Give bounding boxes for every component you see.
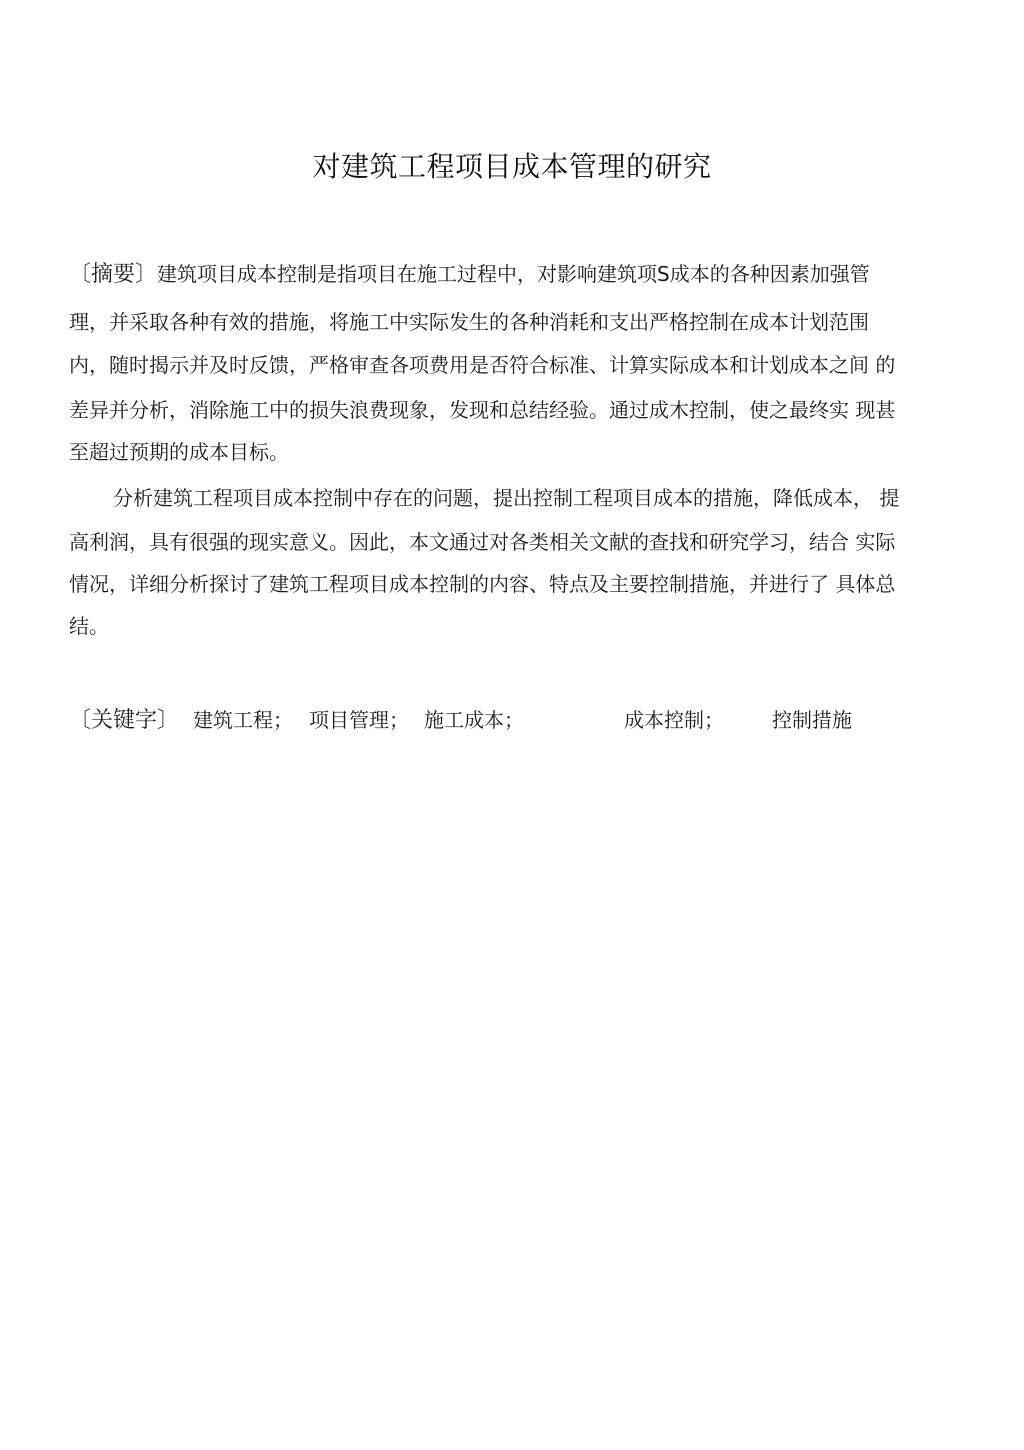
keywords-label: 〔关键字〕 <box>69 708 180 733</box>
paragraph2-line-2: 高利润，具有很强的现实意义。因此，本文通过对各类相关文献的查找和研究学习，结合 实际 <box>69 530 896 554</box>
paragraph2-line-3: 情况，详细分析探讨了建筑工程项目成本控制的内容、特点及主要控制措施，并进行了 具体总 <box>69 572 896 596</box>
abstract-label: 〔摘要〕 <box>69 262 158 287</box>
page-title: 对建筑工程项目成本管理的研究 <box>312 150 712 183</box>
abstract-line-5: 至超过预期的成本目标。 <box>69 440 289 464</box>
abstract-text: 建筑项目成本控制是指项目在施工过程中，对影响建筑项S成本的各种因素加强管 <box>157 262 870 286</box>
paragraph2-line-4: 结。 <box>69 614 109 638</box>
keyword-item: 成本控制； <box>624 708 724 732</box>
keyword-item: 建筑工程； <box>193 708 293 732</box>
paragraph2-line-1: 分析建筑工程项目成本控制中存在的问题，提出控制工程项目成本的措施，降低成本， 提 <box>113 486 900 510</box>
abstract-line-2: 理，并采取各种有效的措施，将施工中实际发生的各种消耗和支出严格控制在成本计划范围 <box>69 310 869 334</box>
abstract-line-4: 差异并分析，消除施工中的损失浪费现象，发现和总结经验。通过成木控制，使之最终实 现甚 <box>69 398 896 422</box>
abstract-line-3: 内，随时揭示并及时反馈，严格审查各项费用是否符合标准、计算实际成本和计划成本之间 的 <box>69 353 896 377</box>
keyword-item: 施工成本； <box>424 708 524 732</box>
keyword-item: 项目管理； <box>309 708 409 732</box>
abstract-line-1 <box>69 260 870 289</box>
keyword-item: 控制措施 <box>772 708 852 732</box>
